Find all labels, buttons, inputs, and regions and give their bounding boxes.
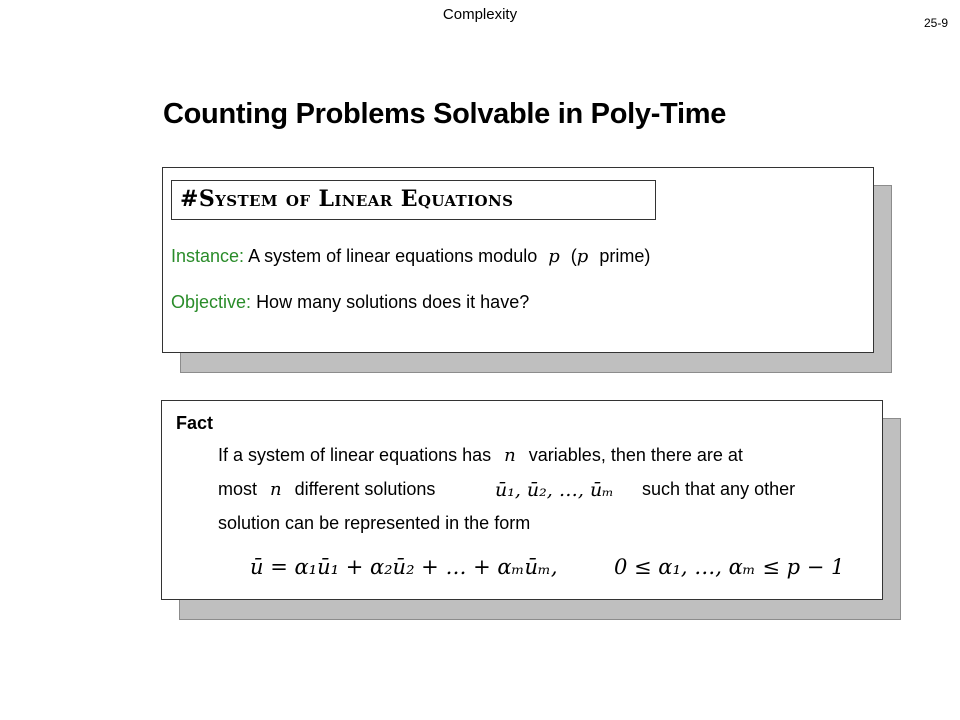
instance-paren: ( — [570, 246, 577, 266]
var-p: p — [548, 246, 560, 267]
fact-line-2-tail: such that any other — [642, 479, 796, 499]
fact-line-2 — [218, 479, 435, 500]
slide-title: Counting Problems Solvable in Poly-Time — [163, 98, 727, 130]
coefficient-constraint: 0 ≤ α₁, …, αₘ ≤ p − 1 — [614, 555, 845, 579]
objective-text: How many solutions does it have? — [256, 292, 530, 312]
header-title: Complexity — [442, 6, 518, 23]
fact-text: If a system of linear equations has — [218, 445, 492, 465]
instance-text: A system of linear equations modulo — [248, 246, 538, 266]
solution-vectors: ū₁, ū₂, …, ūₘ — [495, 479, 614, 501]
page-number: 25-9 — [923, 16, 948, 30]
fact-box — [161, 400, 883, 600]
problem-name: #System of Linear Equations — [171, 180, 656, 220]
fact-text: different solutions — [294, 479, 436, 499]
instance-line — [171, 246, 650, 267]
var-n: n — [504, 445, 516, 466]
fact-line-3: solution can be represented in the form — [218, 513, 531, 533]
var-p-2: p — [576, 246, 589, 267]
representation-formula: ū = α₁ū₁ + α₂ū₂ + … + αₘūₘ, — [250, 555, 558, 579]
fact-heading: Fact — [176, 413, 214, 433]
fact-text: most — [218, 479, 258, 499]
problem-box — [162, 167, 874, 353]
fact-line-1 — [218, 445, 743, 466]
instance-prime: prime) — [599, 246, 651, 266]
var-n: n — [270, 479, 282, 500]
objective-line — [171, 292, 529, 313]
objective-label: Objective: — [171, 292, 252, 312]
fact-text: variables, then there are at — [528, 445, 743, 465]
instance-label: Instance: — [171, 246, 245, 266]
